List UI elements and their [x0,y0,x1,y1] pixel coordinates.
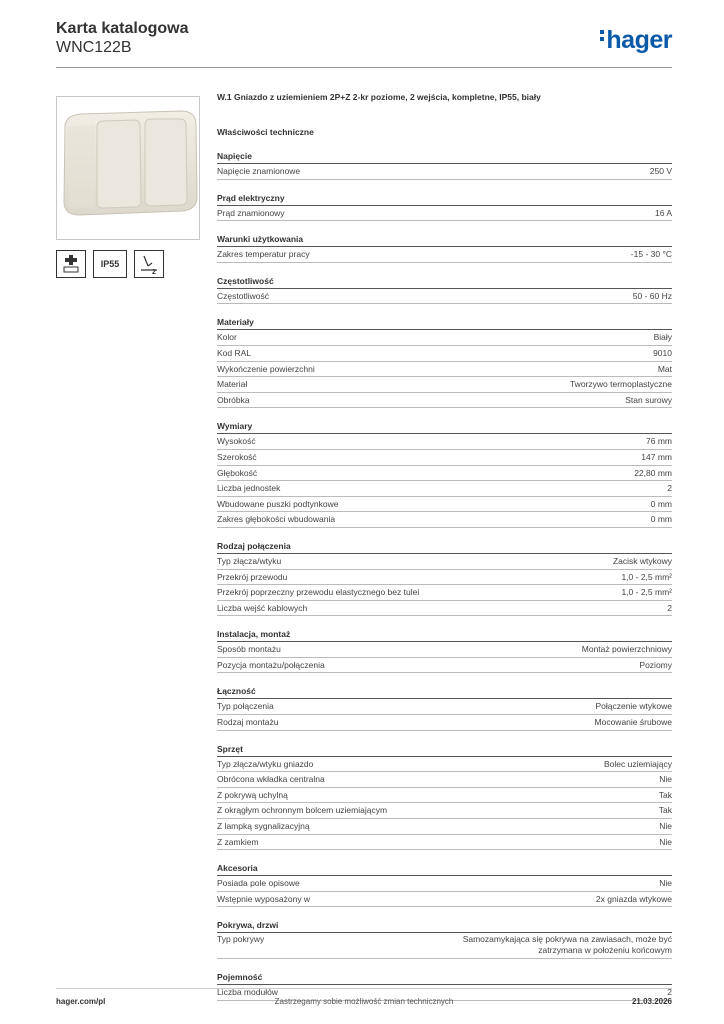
spec-section [217,918,672,970]
spec-label: Typ złącza/wtyku [217,555,282,566]
spec-value: Mat [657,363,672,374]
spec-value: Nie [659,878,672,889]
spec-row [217,289,672,305]
spec-label: Zakres głębokości wbudowania [217,514,336,525]
certification-icons [56,250,164,278]
section-title: Pojemność [217,970,672,985]
page-title: Karta katalogowa [56,20,189,37]
spec-label: Zakres temperatur pracy [217,249,310,260]
spec-label: Wysokość [217,436,256,447]
footer-website-link[interactable]: hager.com/pl [56,997,106,1006]
spec-row [217,585,672,601]
spec-section [217,315,672,419]
spec-value: 2x gniazda wtykowe [595,893,672,904]
spec-section [217,419,672,539]
spec-section [217,627,672,684]
spec-value: Stan surowy [625,394,672,405]
spec-label: Napięcie znamionowe [217,166,301,176]
spec-value: 2 [667,987,672,998]
product-code: WNC122B [56,39,132,56]
spec-value: Tak [658,805,672,816]
spec-row [217,393,672,409]
spec-value: Montaż powierzchniowy [581,644,672,655]
spec-label: Głębokość [217,467,258,478]
spec-label: Liczba jednostek [217,483,281,494]
section-gap [217,907,672,918]
spec-row [217,164,672,180]
spec-row [217,642,672,658]
section-title: Akcesoria [217,861,672,876]
spec-row [217,757,672,773]
spec-value: -15 - 30 °C [630,249,672,260]
section-gap [217,673,672,684]
section-title: Prąd elektryczny [217,191,672,206]
spec-label: Przekrój poprzeczny przewodu elastycznego bez tulei [217,587,420,598]
section-gap [217,408,672,419]
section-title: Pokrywa, drzwi [217,918,672,933]
footer-disclaimer: Zastrzegamy sobie możliwość zmian technicznych [274,997,454,1006]
spec-value: Poziomy [639,659,672,670]
footer-divider [56,988,672,989]
spec-value: 1,0 - 2,5 mm² [621,571,672,582]
spec-row [217,247,672,263]
spec-label: Wstępnie wyposażony w [217,893,311,904]
product-title: W.1 Gniazdo z uziemieniem 2P+Z 2-kr poziome, 2 wejścia, kompletne, IP55, biały [217,92,541,102]
spec-row [217,497,672,513]
spec-label: Materiał [217,379,248,390]
section-title: Materiały [217,315,672,330]
spec-row [217,715,672,731]
spec-value: 50 - 60 Hz [632,290,672,301]
spec-value: Samozamykająca się pokrywa na zawiasach, może być zatrzymana w położeniu końcowym [462,934,672,956]
spec-section [217,861,672,918]
spec-label: Z lampką sygnalizacyjną [217,821,310,832]
spec-row [217,466,672,482]
spec-value: Zacisk wtykowy [612,555,672,566]
spec-section [217,149,672,191]
spec-label: Liczba wejść kablowych [217,602,308,613]
spec-section [217,191,672,233]
spec-value: 9010 [653,347,672,358]
spec-label: Wbudowane puszki podtynkowe [217,498,339,509]
spec-row [217,819,672,835]
spec-label: Kolor [217,332,237,343]
spec-label: Posiada pole opisowe [217,878,300,889]
spec-value: Tak [658,789,672,800]
spec-label: Wykończenie powierzchni [217,363,315,374]
spec-label: Z okrągłym ochronnym bolcem uziemiającym [217,805,388,816]
spec-value: 2 [667,483,672,494]
spec-label: Liczba modułów [217,987,278,998]
spec-sections [217,149,672,1001]
protection-class-plus-icon [56,250,86,278]
section-gap [217,959,672,970]
spec-row [217,554,672,570]
spec-label: Częstotliwość [217,290,269,301]
spec-label: Kod RAL [217,347,252,358]
spec-value: 0 mm [650,498,672,509]
spec-row [217,450,672,466]
section-gap [217,731,672,742]
spec-row [217,434,672,450]
logo-text: hager [606,26,672,54]
spec-row [217,788,672,804]
spec-section [217,742,672,862]
spec-value: 147 mm [641,451,672,462]
spec-label: Z zamkiem [217,836,259,847]
spec-label: Przekrój przewodu [217,571,288,582]
section-gap [217,180,672,191]
spec-value: 1,0 - 2,5 mm² [621,587,672,598]
spec-value: Połączenie wtykowe [595,701,672,712]
section-gap [217,263,672,274]
product-image [56,96,200,240]
spec-label: Szerokość [217,451,257,462]
section-title: Napięcie [217,149,672,164]
spec-label: Typ złącza/wtyku gniazdo [217,758,314,769]
spec-row [217,512,672,528]
spec-row [217,206,672,222]
section-title: Rodzaj połączenia [217,539,672,554]
spec-value: 76 mm [646,436,672,447]
spec-row [217,601,672,617]
section-title: Częstotliwość [217,274,672,289]
spec-row [217,377,672,393]
spec-row [217,346,672,362]
socket-illustration-icon [57,97,199,239]
spec-row [217,699,672,715]
spec-value: Biały [653,332,672,343]
spec-value: Nie [659,836,672,847]
hager-logo [600,26,672,55]
spec-value: 250 V [649,166,672,176]
spec-row [217,570,672,586]
spec-row [217,330,672,346]
spec-row [217,933,672,959]
footer-date: 21.03.2026 [631,997,672,1006]
spec-section [217,274,672,316]
spec-value: Nie [659,821,672,832]
spec-row [217,835,672,851]
spec-label: Z pokrywą uchylną [217,789,288,800]
spec-label: Prąd znamionowy [217,207,285,218]
spec-row [217,362,672,378]
spec-row [217,772,672,788]
spec-label: Sposób montażu [217,644,281,655]
spec-label: Rodzaj montażu [217,717,279,728]
spec-value: 16 A [654,207,672,218]
svg-text:2: 2 [152,269,156,275]
section-gap [217,528,672,539]
section-title: Warunki użytkowania [217,232,672,247]
section-gap [217,304,672,315]
spec-sheet [217,92,672,1001]
spec-label: Typ połączenia [217,701,274,712]
spec-row [217,481,672,497]
section-title: Wymiary [217,419,672,434]
section-gap [217,616,672,627]
section-gap [217,221,672,232]
header-divider [56,67,672,68]
logo-dots-icon [600,30,604,44]
spec-section [217,684,672,741]
ip55-badge: IP55 [93,250,127,278]
section-title: Instalacja, montaż [217,627,672,642]
spec-row [217,876,672,892]
section-title: Łączność [217,684,672,699]
hammer-impact-icon [134,250,164,278]
spec-value: Mocowanie śrubowe [594,717,672,728]
spec-label: Pozycja montażu/połączenia [217,659,325,670]
spec-section [217,539,672,627]
spec-value: 22,80 mm [634,467,672,478]
spec-row [217,658,672,674]
spec-value: Nie [659,774,672,785]
technical-properties-heading: Właściwości techniczne [217,127,314,137]
spec-label: Obróbka [217,394,250,405]
spec-label: Obrócona wkładka centralna [217,774,325,785]
spec-row [217,803,672,819]
spec-value: 2 [667,602,672,613]
spec-value: 0 mm [650,514,672,525]
section-title: Sprzęt [217,742,672,757]
spec-row [217,892,672,908]
spec-section [217,232,672,274]
section-gap [217,850,672,861]
spec-label: Typ pokrywy [217,934,265,945]
spec-value: Tworzywo termoplastyczne [569,379,672,390]
spec-value: Bolec uziemiający [603,758,672,769]
